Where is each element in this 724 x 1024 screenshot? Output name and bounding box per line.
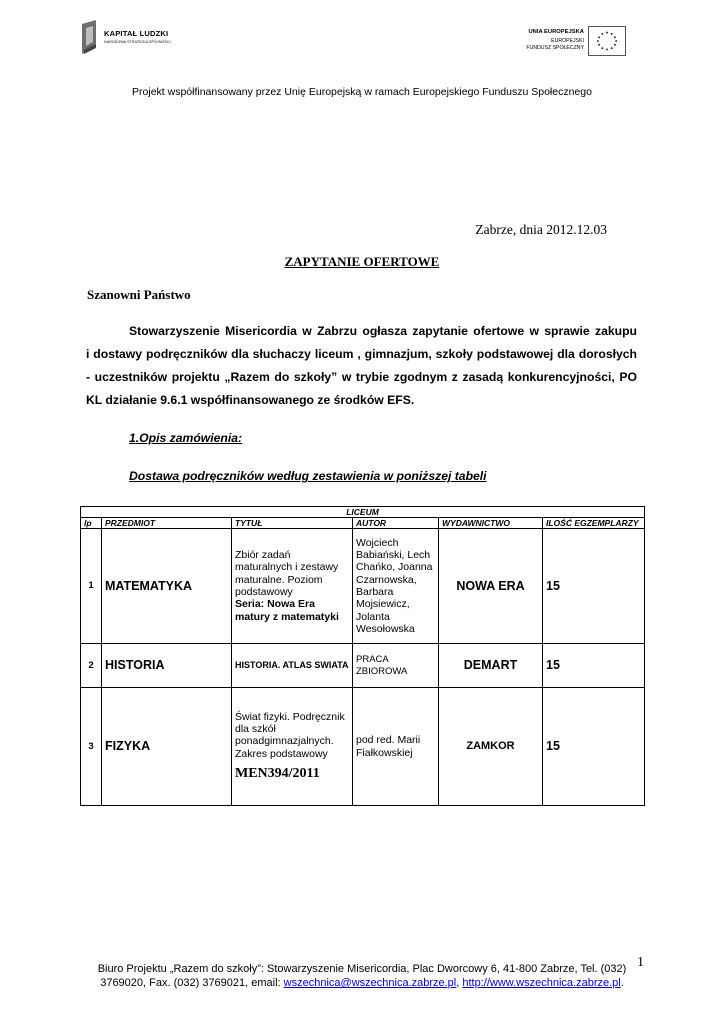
textbook-table xyxy=(80,506,645,806)
footer-website-link[interactable]: http://www.wszechnica.zabrze.pl xyxy=(462,977,621,990)
kapital-ludzki-logo xyxy=(80,20,180,54)
row-title xyxy=(232,688,353,806)
header-author: AUTOR xyxy=(353,518,439,529)
row-title: HISTORIA. ATLAS SWIATA xyxy=(232,644,353,688)
footer xyxy=(0,962,724,991)
header-subject: PRZEDMIOT xyxy=(102,518,232,529)
greeting: Szanowni Państwo xyxy=(87,287,191,302)
row-subject: MATEMATYKA xyxy=(102,529,232,644)
row-author: pod red. Marii Fiałkowskiej xyxy=(353,688,439,806)
table-group-title: LICEUM xyxy=(81,507,645,518)
cofinance-note: Projekt współfinansowany przez Unię Europejską w ramach Europejskiego Funduszu Społecznego xyxy=(132,86,592,98)
body-line-4: KL działanie 9.6.1 współfinansowanego ze środków EFS. xyxy=(86,393,415,407)
eu-logo xyxy=(516,26,626,56)
table-row xyxy=(81,644,645,688)
footer-line-1: Biuro Projektu „Razem do szkoły”: Stowarzyszenie Misericordia, Plac Dworcowy 6, 41-800 Zabrze, Tel. (032) xyxy=(97,963,627,975)
row-title xyxy=(232,529,353,644)
row-author: PRACA ZBIOROWA xyxy=(353,644,439,688)
footer-contact: 3769020, Fax. (032) 3769021, email: xyxy=(100,977,284,990)
row-publisher: ZAMKOR xyxy=(439,688,543,806)
footer-email-link[interactable]: wszechnica@wszechnica.zabrze.pl xyxy=(283,977,457,990)
body-line-2: i dostawy podręczników dla słuchaczy liceum , gimnazjum, szkoły podstawowej dla dorosłych xyxy=(86,347,637,361)
kapital-ludzki-mark-icon xyxy=(80,20,98,54)
row-lp: 3 xyxy=(81,688,102,806)
footer-line-2 xyxy=(0,976,724,990)
document-date: Zabrze, dnia 2012.12.03 xyxy=(475,222,607,237)
row-subject: HISTORIA xyxy=(102,644,232,688)
page-number: 1 xyxy=(637,955,644,970)
row-author: Wojciech Babiański, Lech Chańko, Joanna Czarnowska, Barbara Mojsiewicz, Jolanta Wesołowska xyxy=(353,529,439,644)
eu-logo-line3: FUNDUSZ SPOŁECZNY xyxy=(526,45,584,51)
row-subject: FIZYKA xyxy=(102,688,232,806)
footer-end: . xyxy=(620,977,624,990)
table-row xyxy=(81,529,645,644)
document-title: ZAPYTANIE OFERTOWE xyxy=(284,254,440,269)
section-heading: 1.Opis zamówienia: xyxy=(129,431,243,445)
row-quantity: 15 xyxy=(543,644,645,688)
header-title: TYTUŁ xyxy=(232,518,353,529)
row-publisher: NOWA ERA xyxy=(439,529,543,644)
row-title-series: Seria: Nowa Era matury z matematyki xyxy=(235,598,339,623)
eu-logo-line1: UNIA EUROPEJSKA xyxy=(528,29,584,35)
footer-separator: , xyxy=(456,977,463,990)
kapital-ludzki-title: KAPITAŁ LUDZKI xyxy=(104,29,169,38)
table-row xyxy=(81,688,645,806)
row-lp: 1 xyxy=(81,529,102,644)
row-lp: 2 xyxy=(81,644,102,688)
row-title-code: MEN394/2011 xyxy=(235,766,320,782)
section-subheading: Dostawa podręczników według zestawienia w poniższej tabeli xyxy=(129,469,487,483)
eu-logo-line2: EUROPEJSKI xyxy=(551,38,584,44)
header-lp: lp xyxy=(81,518,102,529)
header-quantity: ILOŚĆ EGZEMPLARZY xyxy=(543,518,645,529)
kapital-ludzki-subtitle: NARODOWA STRATEGIA SPÓJNOŚCI xyxy=(104,40,171,44)
header-publisher: WYDAWNICTWO xyxy=(439,518,543,529)
table-group-row xyxy=(81,507,645,518)
body-line-1: Stowarzyszenie Misericordia w Zabrzu ogłasza zapytanie ofertowe w sprawie zakupu xyxy=(129,324,637,338)
row-title-text: Zbiór zadań maturalnych i zestawy maturalne. Poziom podstawowy xyxy=(235,548,339,599)
table-header-row xyxy=(81,518,645,529)
row-quantity: 15 xyxy=(543,688,645,806)
body-line-3: - uczestników projektu „Razem do szkoły” w trybie zgodnym z zasadą konkurencyjności, PO xyxy=(86,370,637,384)
row-quantity: 15 xyxy=(543,529,645,644)
row-publisher: DEMART xyxy=(439,644,543,688)
row-title-text: Świat fizyki. Podręcznik dla szkół ponadgimnazjalnych. Zakres podstawowy xyxy=(235,710,345,760)
eu-flag-icon xyxy=(588,26,626,56)
